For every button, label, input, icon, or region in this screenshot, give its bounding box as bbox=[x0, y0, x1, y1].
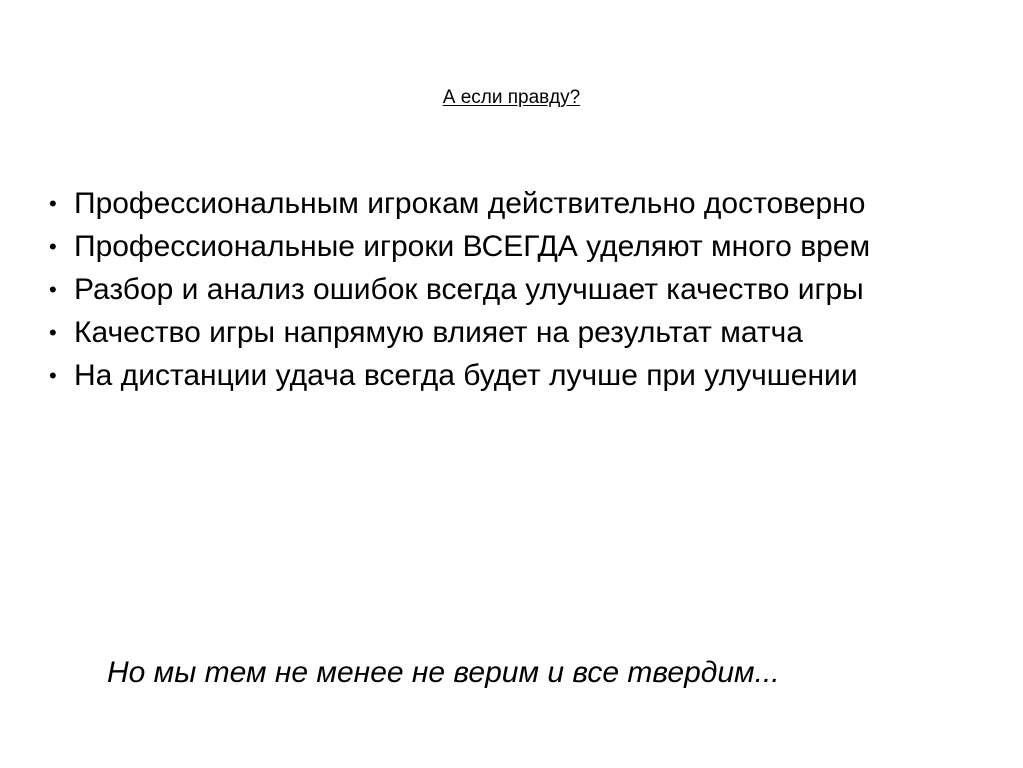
bullet-list bbox=[0, 185, 1023, 400]
bullet-text: Разбор и анализ ошибок всегда улучшает качество игры bbox=[74, 273, 864, 306]
bullet-text: Качество игры напрямую влияет на результат матча bbox=[74, 316, 803, 349]
bullet-item bbox=[0, 357, 1023, 400]
bullet-text: На дистанции удача всегда будет лучше при улучшении bbox=[74, 359, 858, 392]
bullet-text: Профессиональные игроки ВСЕГДА уделяют много врем bbox=[74, 230, 871, 263]
bullet-item bbox=[0, 271, 1023, 314]
closing-line: Но мы тем не менее не верим и все твердим... bbox=[107, 656, 780, 689]
bullet-item bbox=[0, 314, 1023, 357]
bullet-item bbox=[0, 185, 1023, 228]
bullet-item bbox=[0, 228, 1023, 271]
bullet-dot-icon: • bbox=[49, 363, 57, 388]
bullet-text: Профессиональным игрокам действительно достоверно bbox=[74, 187, 866, 220]
bullet-dot-icon: • bbox=[49, 191, 57, 216]
bullet-dot-icon: • bbox=[49, 320, 57, 345]
bullet-dot-icon: • bbox=[49, 234, 57, 259]
bullet-dot-icon: • bbox=[49, 277, 57, 302]
slide-title: А если правду? bbox=[442, 87, 581, 108]
